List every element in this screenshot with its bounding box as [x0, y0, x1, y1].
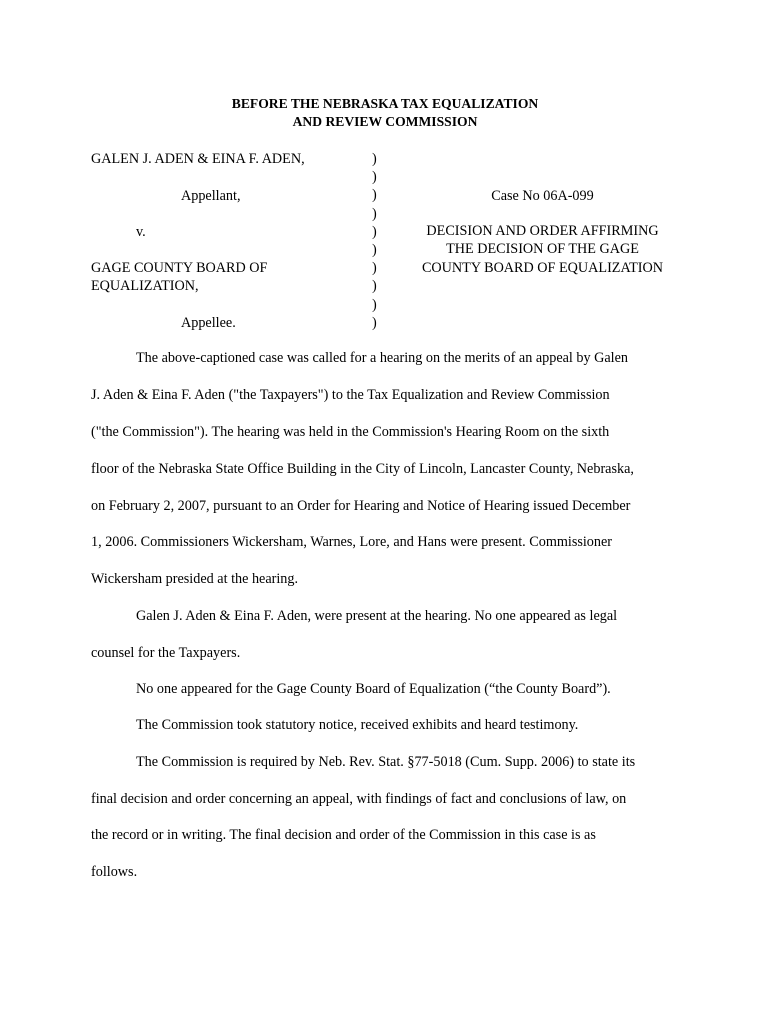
decision-heading-line-2: THE DECISION OF THE GAGE: [446, 241, 639, 257]
caption-paren: ): [372, 223, 377, 240]
body-line: Galen J. Aden & Eina F. Aden, were present at the hearing. No one appeared as legal: [136, 608, 618, 624]
body-line: The Commission took statutory notice, received exhibits and heard testimony.: [136, 717, 579, 733]
caption-paren: ): [372, 151, 377, 167]
appellant-role: Appellant,: [181, 188, 241, 204]
caption-paren: ): [372, 169, 377, 186]
body-line: floor of the Nebraska State Office Building in the City of Lincoln, Lancaster County, Nebraska,: [91, 461, 634, 477]
caption-paren: ): [372, 260, 377, 277]
appellee-name-line-1: GAGE COUNTY BOARD OF: [91, 260, 268, 276]
caption-divider: [372, 150, 382, 332]
caption-paren: ): [372, 242, 377, 259]
caption-paren: ): [372, 314, 377, 331]
caption-paren: ): [372, 205, 377, 222]
caption-paren: ): [372, 296, 377, 313]
body-line: No one appeared for the Gage County Board of Equalization (“the County Board”).: [136, 681, 611, 697]
document-title-line-1: BEFORE THE NEBRASKA TAX EQUALIZATION: [231, 96, 539, 111]
caption-paren: ): [372, 187, 377, 204]
body-line: on February 2, 2007, pursuant to an Order for Hearing and Notice of Hearing issued December: [91, 498, 631, 514]
body-line: The above-captioned case was called for a hearing on the merits of an appeal by Galen: [136, 350, 629, 366]
caption-paren: ): [372, 278, 377, 295]
body-line: follows.: [91, 864, 138, 880]
body-line: final decision and order concerning an appeal, with findings of fact and conclusions of law, on: [91, 791, 627, 807]
body-line: The Commission is required by Neb. Rev. Stat. §77-5018 (Cum. Supp. 2006) to state its: [136, 754, 636, 770]
versus-label: v.: [136, 224, 146, 240]
document-title-line-2: AND REVIEW COMMISSION: [292, 114, 478, 129]
body-line: Wickersham presided at the hearing.: [91, 571, 299, 587]
body-line: 1, 2006. Commissioners Wickersham, Warnes, Lore, and Hans were present. Commissioner: [91, 534, 613, 550]
decision-heading-line-1: DECISION AND ORDER AFFIRMING: [426, 223, 659, 239]
body-line: ("the Commission"). The hearing was held in the Commission's Hearing Room on the sixth: [91, 424, 610, 440]
body-line: J. Aden & Eina F. Aden ("the Taxpayers") to the Tax Equalization and Review Commission: [91, 387, 610, 403]
decision-heading-line-3: COUNTY BOARD OF EQUALIZATION: [421, 260, 664, 276]
appellee-role: Appellee.: [181, 315, 236, 331]
appellant-name: GALEN J. ADEN & EINA F. ADEN,: [91, 151, 305, 167]
body-line: the record or in writing. The final decision and order of the Commission in this case is as: [91, 827, 596, 843]
case-number: Case No 06A-099: [491, 188, 594, 204]
body-line: counsel for the Taxpayers.: [91, 645, 241, 661]
appellee-name-line-2: EQUALIZATION,: [91, 278, 199, 294]
